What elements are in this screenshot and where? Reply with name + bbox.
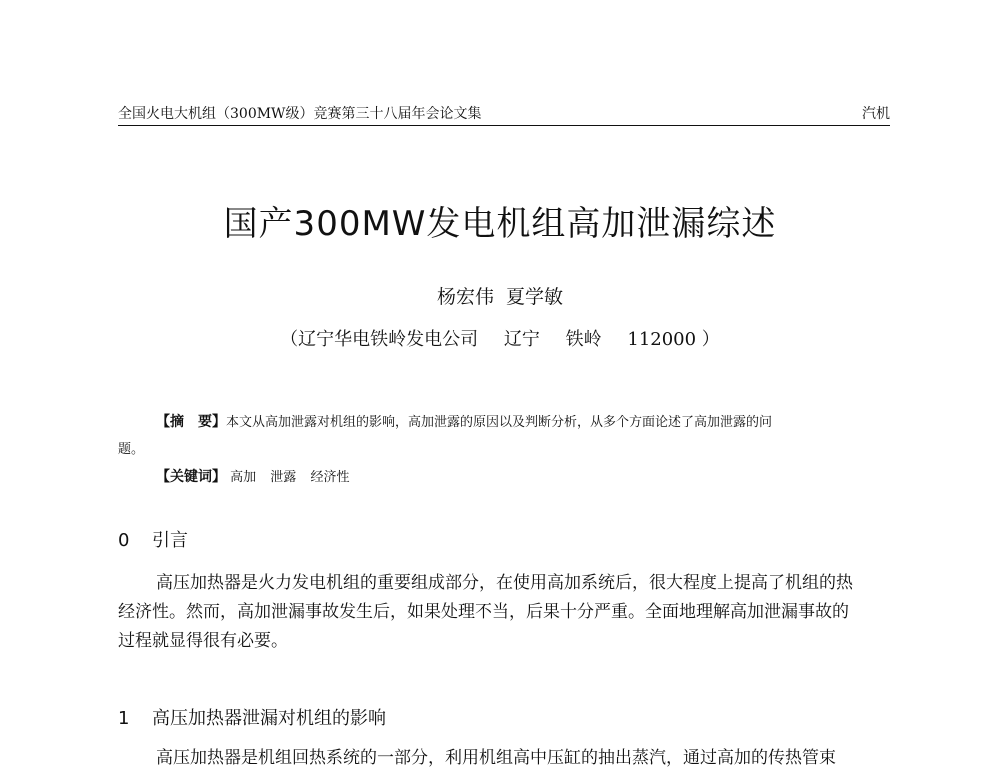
affiliation-city: 铁岭 [565, 329, 602, 350]
abstract-line [118, 409, 890, 436]
keyword: 高加 [230, 470, 257, 485]
section-title: 引言 [152, 530, 188, 551]
running-header [118, 103, 890, 126]
section-number: 1 [118, 708, 130, 729]
affiliation-zip: 112000 ） [627, 329, 720, 350]
header-proceedings-title: 全国火电大机组（300MW级）竞赛第三十八届年会论文集 [118, 106, 482, 122]
section-number: 0 [118, 530, 130, 551]
paragraph-line: 高压加热器是火力发电机组的重要组成部分，在使用高加系统后，很大程度上提高了机组的热 [156, 573, 853, 593]
section-title: 高压加热器泄漏对机组的影响 [152, 708, 386, 729]
abstract-label: 【摘 要】 [156, 414, 226, 430]
paragraph-line: 过程就显得很有必要。 [118, 631, 288, 651]
affiliation [0, 325, 1000, 351]
abstract-text: 本文从高加泄露对机组的影响，高加泄露的原因以及判断分析，从多个方面论述了高加泄露的问 [226, 415, 773, 430]
section-heading-intro [118, 526, 188, 552]
section-paragraph-impact [118, 744, 890, 773]
header-section-label: 汽机 [862, 106, 890, 122]
paper-title: 国产300MW发电机组高加泄漏综述 [223, 204, 777, 244]
abstract [118, 409, 890, 463]
section-heading-impact [118, 704, 386, 730]
keyword: 经济性 [310, 470, 350, 485]
paragraph-line: 经济性。然而，高加泄漏事故发生后，如果处理不当，后果十分严重。全面地理解高加泄漏事故的 [118, 602, 849, 622]
authors: 杨宏伟 夏学敏 [436, 286, 564, 308]
keywords [156, 466, 359, 486]
abstract-text-continued: 题。 [118, 442, 145, 457]
affiliation-org: （辽宁华电铁岭发电公司 [280, 329, 479, 350]
affiliation-province: 辽宁 [503, 329, 540, 350]
keywords-label: 【关键词】 [156, 469, 226, 485]
section-paragraph-intro [118, 569, 890, 656]
paragraph-line: 高压加热器是机组回热系统的一部分，利用机组高中压缸的抽出蒸汽，通过高加的传热管束 [156, 748, 836, 768]
keyword: 泄露 [270, 470, 297, 485]
